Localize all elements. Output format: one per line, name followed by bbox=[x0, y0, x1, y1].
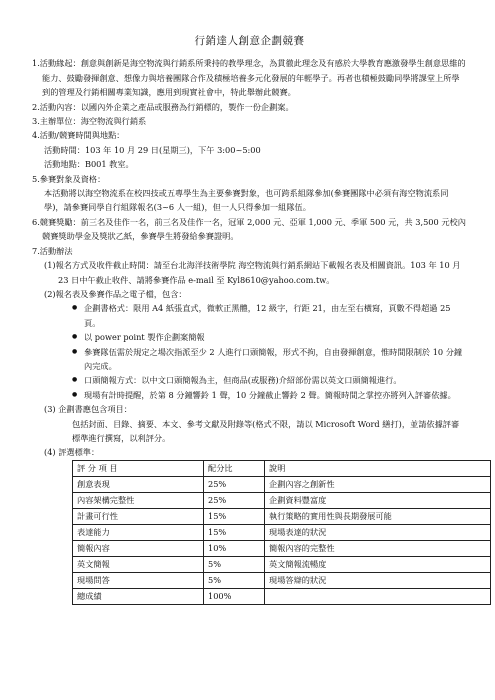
table-row bbox=[73, 524, 491, 540]
list-item: ● 口頭簡報方式：以中文口頭簡報為主，但商品(或服務)介紹部份需以英文口頭簡報進行。 bbox=[84, 373, 467, 387]
table-cell: 現場答辯的狀況 bbox=[265, 572, 491, 588]
document-title: 行銷達人創意企劃競賽 bbox=[194, 35, 305, 47]
table-cell: 總成績 bbox=[73, 588, 204, 604]
table-header-row bbox=[73, 460, 491, 476]
table-cell: 5% bbox=[204, 556, 265, 572]
table-cell: 英文簡報流暢度 bbox=[265, 556, 491, 572]
table-row bbox=[73, 556, 491, 572]
table-row bbox=[73, 476, 491, 492]
rule-files-list bbox=[32, 301, 467, 402]
header-item: 評 分 項 目 bbox=[73, 460, 204, 476]
section-eligibility-heading: 5.參賽對象及資格： bbox=[32, 173, 106, 184]
table-row bbox=[73, 492, 491, 508]
rule-proposal-heading: (3) 企劃書應包含項目： bbox=[44, 404, 132, 415]
table-cell: 表達能力 bbox=[73, 524, 204, 540]
list-item: ● 現場有計時提醒，於第 8 分鐘響鈴 1 聲，10 分鐘截止響鈴 2 聲。簡報時間之掌控亦將列入評審依據。 bbox=[84, 388, 467, 402]
table-cell: 計畫可行性 bbox=[73, 508, 204, 524]
table-cell bbox=[265, 588, 491, 604]
list-item: ● 企劃書格式：限用 A4 紙張直式，微軟正黑體，12 級字，行距 21，由左至右橫寫，頁數不得超過 25 頁。 bbox=[84, 301, 467, 330]
table-cell: 現場表達的狀況 bbox=[265, 524, 491, 540]
table-cell: 25% bbox=[204, 476, 265, 492]
section-time-place-heading: 4.活動/競賽時間與地點： bbox=[32, 130, 125, 141]
list-item: ● 參賽隊伍需於規定之場次指派至少 2 人進行口頭簡報，形式不拘，自由發揮創意，惟時間限制於 10 分鐘內完成。 bbox=[84, 345, 467, 374]
table-cell: 內容架構完整性 bbox=[73, 492, 204, 508]
table-cell: 企劃內容之創新性 bbox=[265, 476, 491, 492]
section-origin: 1.活動緣起：創意與創新是海空物流與行銷系所秉持的教學理念，為貫徹此理念及有感於大學教育應激發學生創意思維的能力、鼓勵發揮創意、想像力與培養團隊合作及積極培養多元化發展的年輕學子。再者也積極鼓勵同學將課堂上所學到的管理及行銷相關專業知識，應用到現實社會中，特此舉辦此競賽。 bbox=[32, 58, 466, 98]
table-row bbox=[73, 508, 491, 524]
table-cell: 簡報內容的完整性 bbox=[265, 540, 491, 556]
table-row bbox=[73, 572, 491, 588]
eligibility-text: 本活動將以海空物流系在校四技或五專學生為主要參賽對象，也可跨系組隊參加(參賽團隊中必須有海空物流系同學)，請參賽同學自行組隊報名(3~6 人一組)，但一人只得參加一組隊伍。 bbox=[44, 188, 449, 213]
section-content: 2.活動內容：以國內外企業之產品或服務為行銷標的，製作一份企劃案。 bbox=[32, 101, 294, 112]
section-organizer: 3.主辦單位：海空物流與行銷系 bbox=[32, 116, 147, 127]
table-row bbox=[73, 540, 491, 556]
section-awards: 6.競賽獎勵：前三名及佳作一名，前三名及佳作一名，冠軍 2,000 元、亞軍 1,000 元、季軍 500 元，共 3,500 元校內競賽獎助學金及獎狀乙紙，參賽學生將發給參賽證明。 bbox=[32, 216, 466, 242]
event-time: 活動時間：103 年 10 月 29 日(星期三)，下午 3:00~5:00 bbox=[44, 144, 261, 155]
table-cell: 25% bbox=[204, 492, 265, 508]
table-cell: 執行策略的實用性與長期發展可能 bbox=[265, 508, 491, 524]
table-cell: 15% bbox=[204, 508, 265, 524]
event-place: 活動地點：B001 教室。 bbox=[44, 159, 134, 170]
section-rules-heading: 7.活動辦法 bbox=[32, 245, 73, 256]
table-cell: 創意表現 bbox=[73, 476, 204, 492]
rule-files-heading: (2)報名表及參賽作品之電子檔，包含： bbox=[44, 288, 187, 299]
table-cell: 100% bbox=[204, 588, 265, 604]
list-item: ● 以 power point 製作企劃案簡報 bbox=[84, 330, 467, 344]
table-cell: 英文簡報 bbox=[73, 556, 204, 572]
header-description: 說明 bbox=[265, 460, 491, 476]
table-cell: 10% bbox=[204, 540, 265, 556]
table-row bbox=[73, 588, 491, 604]
table-cell: 5% bbox=[204, 572, 265, 588]
table-cell: 15% bbox=[204, 524, 265, 540]
criteria-table bbox=[72, 460, 491, 605]
rule-proposal-text: 包括封面、目錄、摘要、本文、參考文獻及附錄等(格式不限，請以 Microsoft Word 繕打)，並請依據評審標準進行撰寫，以利評分。 bbox=[72, 418, 460, 443]
table-cell: 現場問答 bbox=[73, 572, 204, 588]
rule-registration: (1)報名方式及收件截止時間：請至台北海洋技術學院 海空物流與行銷系網站下載報名表及相關資訊。103 年 10 月 23 日中午截止收件、請將參賽作品 e-mail 至 Kyl8610@yahoo.com.tw。 bbox=[44, 260, 461, 285]
table-cell: 簡報內容 bbox=[73, 540, 204, 556]
rule-criteria-heading: (4) 評選標準： bbox=[44, 447, 100, 458]
table-cell: 企劃資料豐富度 bbox=[265, 492, 491, 508]
header-weight: 配分比 bbox=[204, 460, 265, 476]
